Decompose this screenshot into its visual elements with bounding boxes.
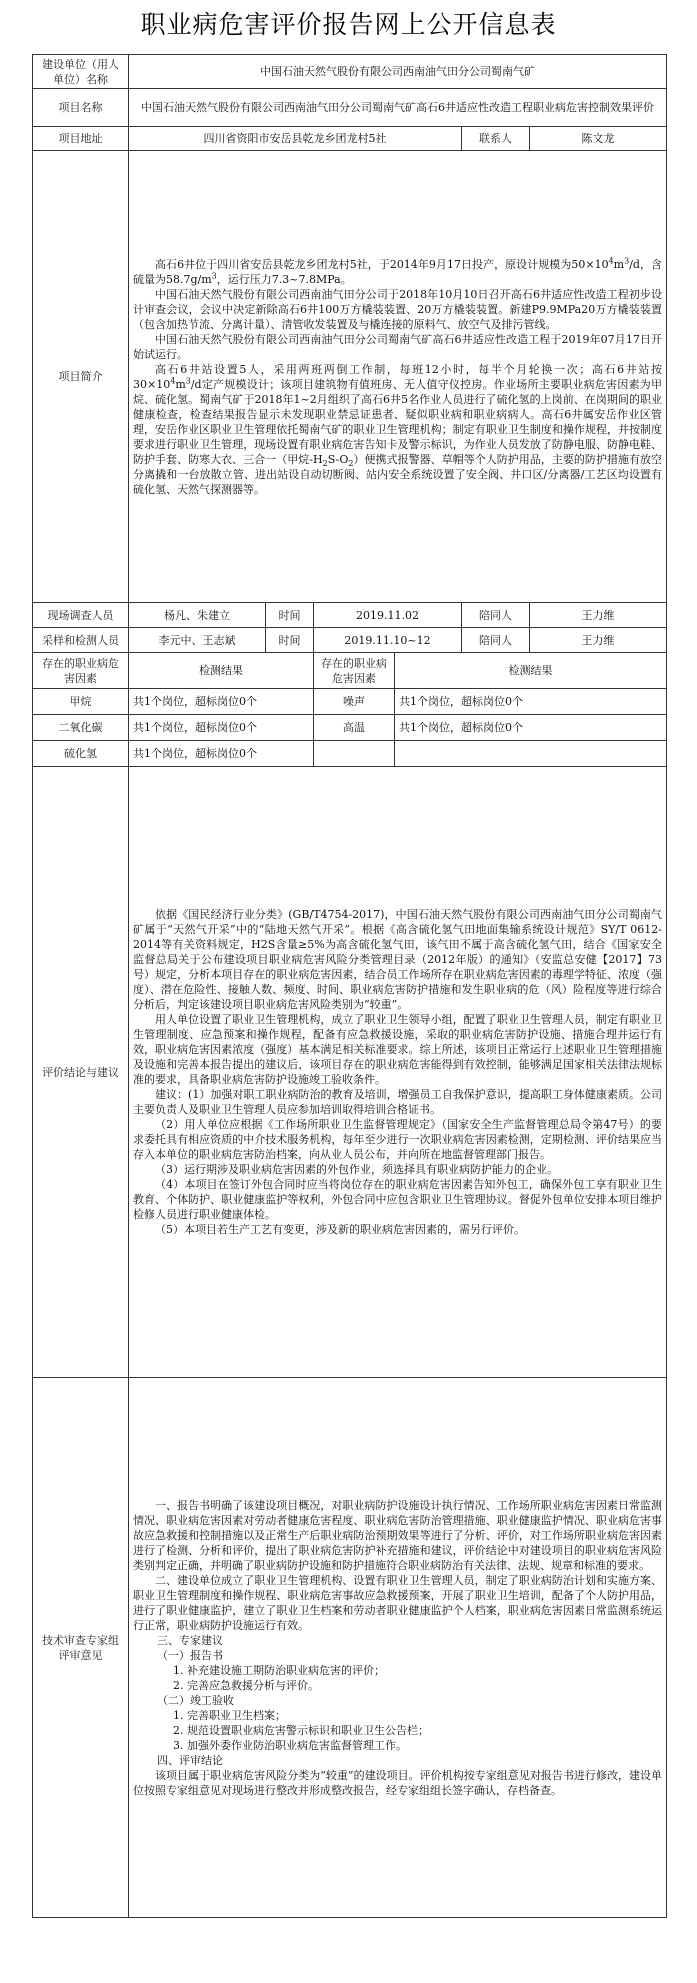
review-section-heading: 四、评审结论 — [157, 1753, 223, 1767]
hazard-empty — [314, 741, 395, 767]
conclusion-paragraph: （4）本项目在签订外包合同时应当将岗位存在的职业病危害因素告知外包工，确保外包工享有职业卫生教育、个体防护、职业健康监护等权利，外包合同中应包含职业卫生管理协议。督促外包单位安排本项目维护检修人员进行职业健康体检。 — [133, 1178, 663, 1221]
conclusion-paragraph: （3）运行期涉及职业病危害因素的外包作业，须选择具有职业病防护能力的企业。 — [155, 1163, 558, 1176]
hazard-factor-header-right: 存在的职业病危害因素 — [314, 653, 395, 689]
review-content — [129, 1378, 667, 1918]
hazard-name: 二氧化碳 — [33, 715, 129, 741]
intro-paragraph-1: 高石6井位于四川省安岳县乾龙乡团龙村5社，于2014年9月17日投产，原设计规模为$50\times 10^4m^3/d$，含硫量为$58.7g/m^3$，运行压力7.3~7.8MPa。 — [133, 255, 663, 286]
contact-label: 联系人 — [462, 127, 530, 151]
intro-paragraph-4: 高石6井站设置5人，采用两班两倒工作制，每班12小时，每半个月轮换一次；高石6井站按$30\times 10^4m^3/d$定产规模设计；该项目建筑物有值班房、无人值守仪控房。作业场所主要职业病危害因素为甲烷、硫化氢。蜀南气矿于2018年1~2月组织了高石6井5名作业人员进行了硫化氢的上岗前、在岗期间的职业健康检查，检查结果报告显示未发现职业禁忌证患者、疑似职业病和职业病病人。高石6井属安岳作业区管理，安岳作业区职业卫生管理依托蜀南气矿的职业卫生管理机构；制定有职业卫生制度和操作规程，并按制度要求进行职业卫生管理，现场设置有职业病危害告知卡及警示标识，为作业人员发放了防静电服、防静电鞋、防护手套、防寒大衣、三合一（甲烷$-H_2S-O_2$）便携式报警器、草帽等个人防护用品，主要的防护措施有放空分离撬和一台放散立管、进出站设自动切断阀、站内安全系统设置了安全阀、井口区/分离器/工艺区均设置有硫化氢、天然气探测器等。 — [133, 362, 663, 496]
row-sampling — [33, 628, 667, 653]
review-paragraph: 一、报告书明确了该建设项目概况，对职业病防护设施设计执行情况、工作场所职业病危害因素日常监测情况、职业病危害因素对劳动者健康危害程度、职业病危害防治管理措施、职业健康监护情况、职业病危害事故应急救援和控制措施以及正常生产后职业病防治预期效果等进行了分析、评价，对工作场所职业病危害因素进行了检测、分析和评价，提出了职业病危害防护补充措施和建议，评价结论中对建设项目的职业病危害风险类别判定正确，并明确了职业病防护设施和防护措施符合职业病防治有关法律、法规、规章和标准的要求。 — [133, 1498, 663, 1572]
hazard-result-header-right: 检测结果 — [395, 653, 667, 689]
hazard-result: 共1个岗位，超标岗位0个 — [129, 741, 314, 767]
row-conclusion — [33, 767, 667, 1378]
review-paragraph: 二、建设单位成立了职业卫生管理机构、设置有职业卫生管理人员，制定了职业病防治计划和实施方案、职业卫生管理制度和操作规程、职业病危害事故应急救援预案，开展了职业卫生培训，配备了个人防护用品，进行了职业健康监护，建立了职业卫生档案和劳动者职业健康监护个人档案，职业病危害因素日常监测系统运行正常，职业病防护设施运行有效。 — [133, 1573, 663, 1632]
review-paragraph: 该项目属于职业病危害风险分类为“较重”的建设项目。评价机构按专家组意见对报告书进行修改，建设单位按照专家组意见对现场进行整改并形成整改报告，经专家组组长签字确认，存档备查。 — [133, 1768, 663, 1797]
hazard-row — [33, 741, 667, 767]
review-subheading: （一）报告书 — [157, 1648, 223, 1662]
hazard-empty — [395, 741, 667, 767]
conclusion-label: 评价结论与建议 — [33, 767, 129, 1378]
review-list-item: 1. 完善职业卫生档案； — [173, 1708, 286, 1722]
sampling-time: 2019.11.10~12 — [314, 628, 462, 653]
conclusion-content — [129, 767, 667, 1378]
intro-paragraph-3: 中国石油天然气股份有限公司西南油气田分公司蜀南气矿高石6井适应性改造工程于2019年07月17日开始试运行。 — [133, 332, 663, 361]
survey-label: 现场调查人员 — [33, 603, 129, 628]
review-list-item: 2. 规范设置职业病危害警示标识和职业卫生公告栏； — [173, 1723, 429, 1737]
hazard-factor-header-left: 存在的职业病危害因素 — [33, 653, 129, 689]
hazard-name: 甲烷 — [33, 689, 129, 715]
sampling-escort: 王力维 — [530, 628, 667, 653]
intro-paragraph-2: 中国石油天然气股份有限公司西南油气田分公司于2018年10月10日召开高石6井适应性改造工程初步设计审查会议，会议中决定新除高石6井100万方橇装装置、20万方橇装装置。新建P9.9MPa20万方橇装装置（包含加热节流、分离计量）、清管收发装置及与橇连接的原料气、放空气及排污管线。 — [133, 287, 663, 331]
survey-time-label: 时间 — [266, 603, 314, 628]
project-site-value: 四川省资阳市安岳县乾龙乡团龙村5社 — [129, 127, 462, 151]
row-project-site — [33, 127, 667, 151]
row-project-name — [33, 89, 667, 127]
review-list-item: 1. 补充建设施工期防治职业病危害的评价； — [173, 1663, 385, 1677]
survey-escort: 王力维 — [530, 603, 667, 628]
unit-value: 中国石油天然气股份有限公司西南油气田分公司蜀南气矿 — [129, 55, 667, 89]
hazard-result: 共1个岗位，超标岗位0个 — [129, 689, 314, 715]
info-table — [32, 54, 667, 1918]
project-site-label: 项目地址 — [33, 127, 129, 151]
review-subheading: （二）竣工验收 — [157, 1693, 234, 1707]
review-label: 技术审查专家组评审意见 — [33, 1378, 129, 1918]
contact-value: 陈文龙 — [530, 127, 667, 151]
row-hazard-header — [33, 653, 667, 689]
survey-escort-label: 陪同人 — [462, 603, 530, 628]
sampling-label: 采样和检测人员 — [33, 628, 129, 653]
row-intro — [33, 151, 667, 603]
sampling-names: 李元中、王志斌 — [129, 628, 266, 653]
hazard-result: 共1个岗位，超标岗位0个 — [129, 715, 314, 741]
hazard-name: 高温 — [314, 715, 395, 741]
hazard-name: 硫化氢 — [33, 741, 129, 767]
project-name-label: 项目名称 — [33, 89, 129, 127]
survey-time: 2019.11.02 — [314, 603, 462, 628]
hazard-row — [33, 715, 667, 741]
unit-label: 建设单位（用人单位）名称 — [33, 55, 129, 89]
conclusion-paragraph: （2）用人单位应根据《工作场所职业卫生监督管理规定》（国家安全生产监督管理总局令第47号）的要求委托具有相应资质的中介技术服务机构，每年至少进行一次职业病危害因素检测，定期检测、评价结果应当存入本单位的职业病危害防治档案，向从业人员公布，并向所在地监督管理部门报告。 — [133, 1118, 663, 1161]
intro-content — [129, 151, 667, 603]
review-list-item: 2. 完善应急救援分析与评价。 — [173, 1678, 319, 1692]
review-list-item: 3. 加强外委作业防治职业病危害监督管理工作。 — [173, 1738, 407, 1752]
row-unit — [33, 55, 667, 89]
project-name-value: 中国石油天然气股份有限公司西南油气田分公司蜀南气矿高石6井适应性改造工程职业病危害控制效果评价 — [129, 89, 667, 127]
review-section-heading: 三、专家建议 — [157, 1633, 223, 1647]
hazard-row — [33, 689, 667, 715]
row-survey — [33, 603, 667, 628]
hazard-result: 共1个岗位，超标岗位0个 — [395, 715, 667, 741]
conclusion-paragraph: （5）本项目若生产工艺有变更，涉及新的职业病危害因素的，需另行评价。 — [155, 1223, 525, 1236]
hazard-result: 共1个岗位，超标岗位0个 — [395, 689, 667, 715]
intro-label: 项目简介 — [33, 151, 129, 603]
page-title: 职业病危害评价报告网上公开信息表 — [140, 10, 557, 39]
hazard-name: 噪声 — [314, 689, 395, 715]
sampling-time-label: 时间 — [266, 628, 314, 653]
hazard-result-header-left: 检测结果 — [129, 653, 314, 689]
conclusion-paragraph: 用人单位设置了职业卫生管理机构，成立了职业卫生领导小组，配置了职业卫生管理人员，制定有职业卫生管理制度、应急预案和操作规程，配备有应急救援设施，采取的职业病危害防护设施、措施合理并运行有效，职业病危害因素浓度（强度）基本满足相关标准要求。综上所述，该项目正常运行上述职业卫生管理措施及设施和完善本报告提出的建议后，该项目存在的职业病危害能得到有效控制，能够满足国家相关法律法规标准的要求，具备职业病危害防护设施竣工验收条件。 — [133, 1013, 663, 1086]
conclusion-paragraph: 依据《国民经济行业分类》(GB/T4754-2017)，中国石油天然气股份有限公司西南油气田分公司蜀南气矿属于“天然气开采”中的“陆地天然气开采”。根据《高含硫化氢气田地面集输系统设计规范》SY/T 0612-2014等有关资料规定，H2S含量≥5%为高含硫化氢气田，该气田不属于高含硫化氢气田，结合《国家安全监督总局关于公布建设项目职业病危害风险分类管理目录（2012年版）的通知》（安监总安健【2017】73号）规定，分析本项目存在的职业病危害因素，结合员工作场所存在职业病危害因素的毒理学特征、浓度（强度）、潜在危险性、接触人数、频度、时间、职业病危害防护措施和发生职业病的危（风）险程度等进行综合分析后，判定该建设项目职业病危害风险类别为“较重”。 — [133, 908, 663, 1011]
conclusion-paragraph: 建议：(1）加强对职工职业病防治的教育及培训，增强员工自我保护意识，提高职工身体健康素质。公司主要负责人及职业卫生管理人员应参加培训取得培训合格证书。 — [133, 1088, 663, 1116]
sampling-escort-label: 陪同人 — [462, 628, 530, 653]
survey-names: 杨凡、朱建立 — [129, 603, 266, 628]
row-review — [33, 1378, 667, 1918]
